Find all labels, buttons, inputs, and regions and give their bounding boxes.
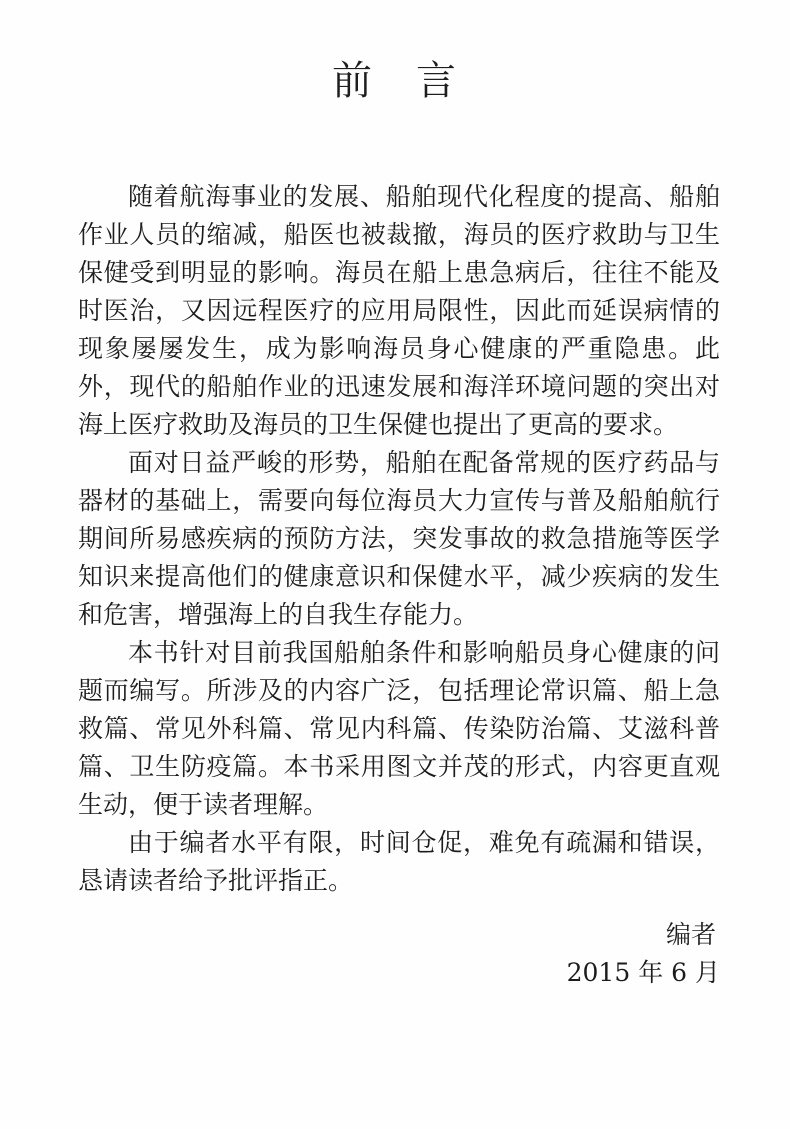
paragraph-2: 面对日益严峻的形势，船舶在配备常规的医疗药品与器材的基础上，需要向每位海员大力宣传与普及船舶航行期间所易感疾病的预防方法，突发事故的救急措施等医学知识来提高他们的健康意识和保健水平，减少疾病的发生和危害，增强海上的自我生存能力。: [78, 448, 720, 629]
paragraph-4: 由于编者水平有限，时间仓促，难免有疏漏和错误，恳请读者给予批评指正。: [78, 828, 720, 895]
paragraph-1: 随着航海事业的发展、船舶现代化程度的提高、船舶作业人员的缩减，船医也被裁撤，海员的医疗救助与卫生保健受到明显的影响。海员在船上患急病后，往往不能及时医治，又因远程医疗的应用局限性，因此而延误病情的现象屡屡发生，成为影响海员身心健康的严重隐患。此外，现代的船舶作业的迅速发展和海洋环境问题的突出对海上医疗救助及海员的卫生保健也提出了更高的要求。: [78, 182, 720, 439]
page-title: 前 言: [332, 58, 458, 104]
signature-date: 2015 年 6 月: [566, 958, 720, 987]
signature-block: [78, 916, 720, 992]
signature-author: 编者: [665, 920, 716, 949]
preface-body: [78, 178, 720, 992]
paragraph-3: 本书针对目前我国船舶条件和影响船员身心健康的问题而编写。所涉及的内容广泛，包括理论常识篇、船上急救篇、常见外科篇、常见内科篇、传染防治篇、艾滋科普篇、卫生防疫篇。本书采用图文并茂的形式，内容更直观生动，便于读者理解。: [78, 638, 720, 819]
